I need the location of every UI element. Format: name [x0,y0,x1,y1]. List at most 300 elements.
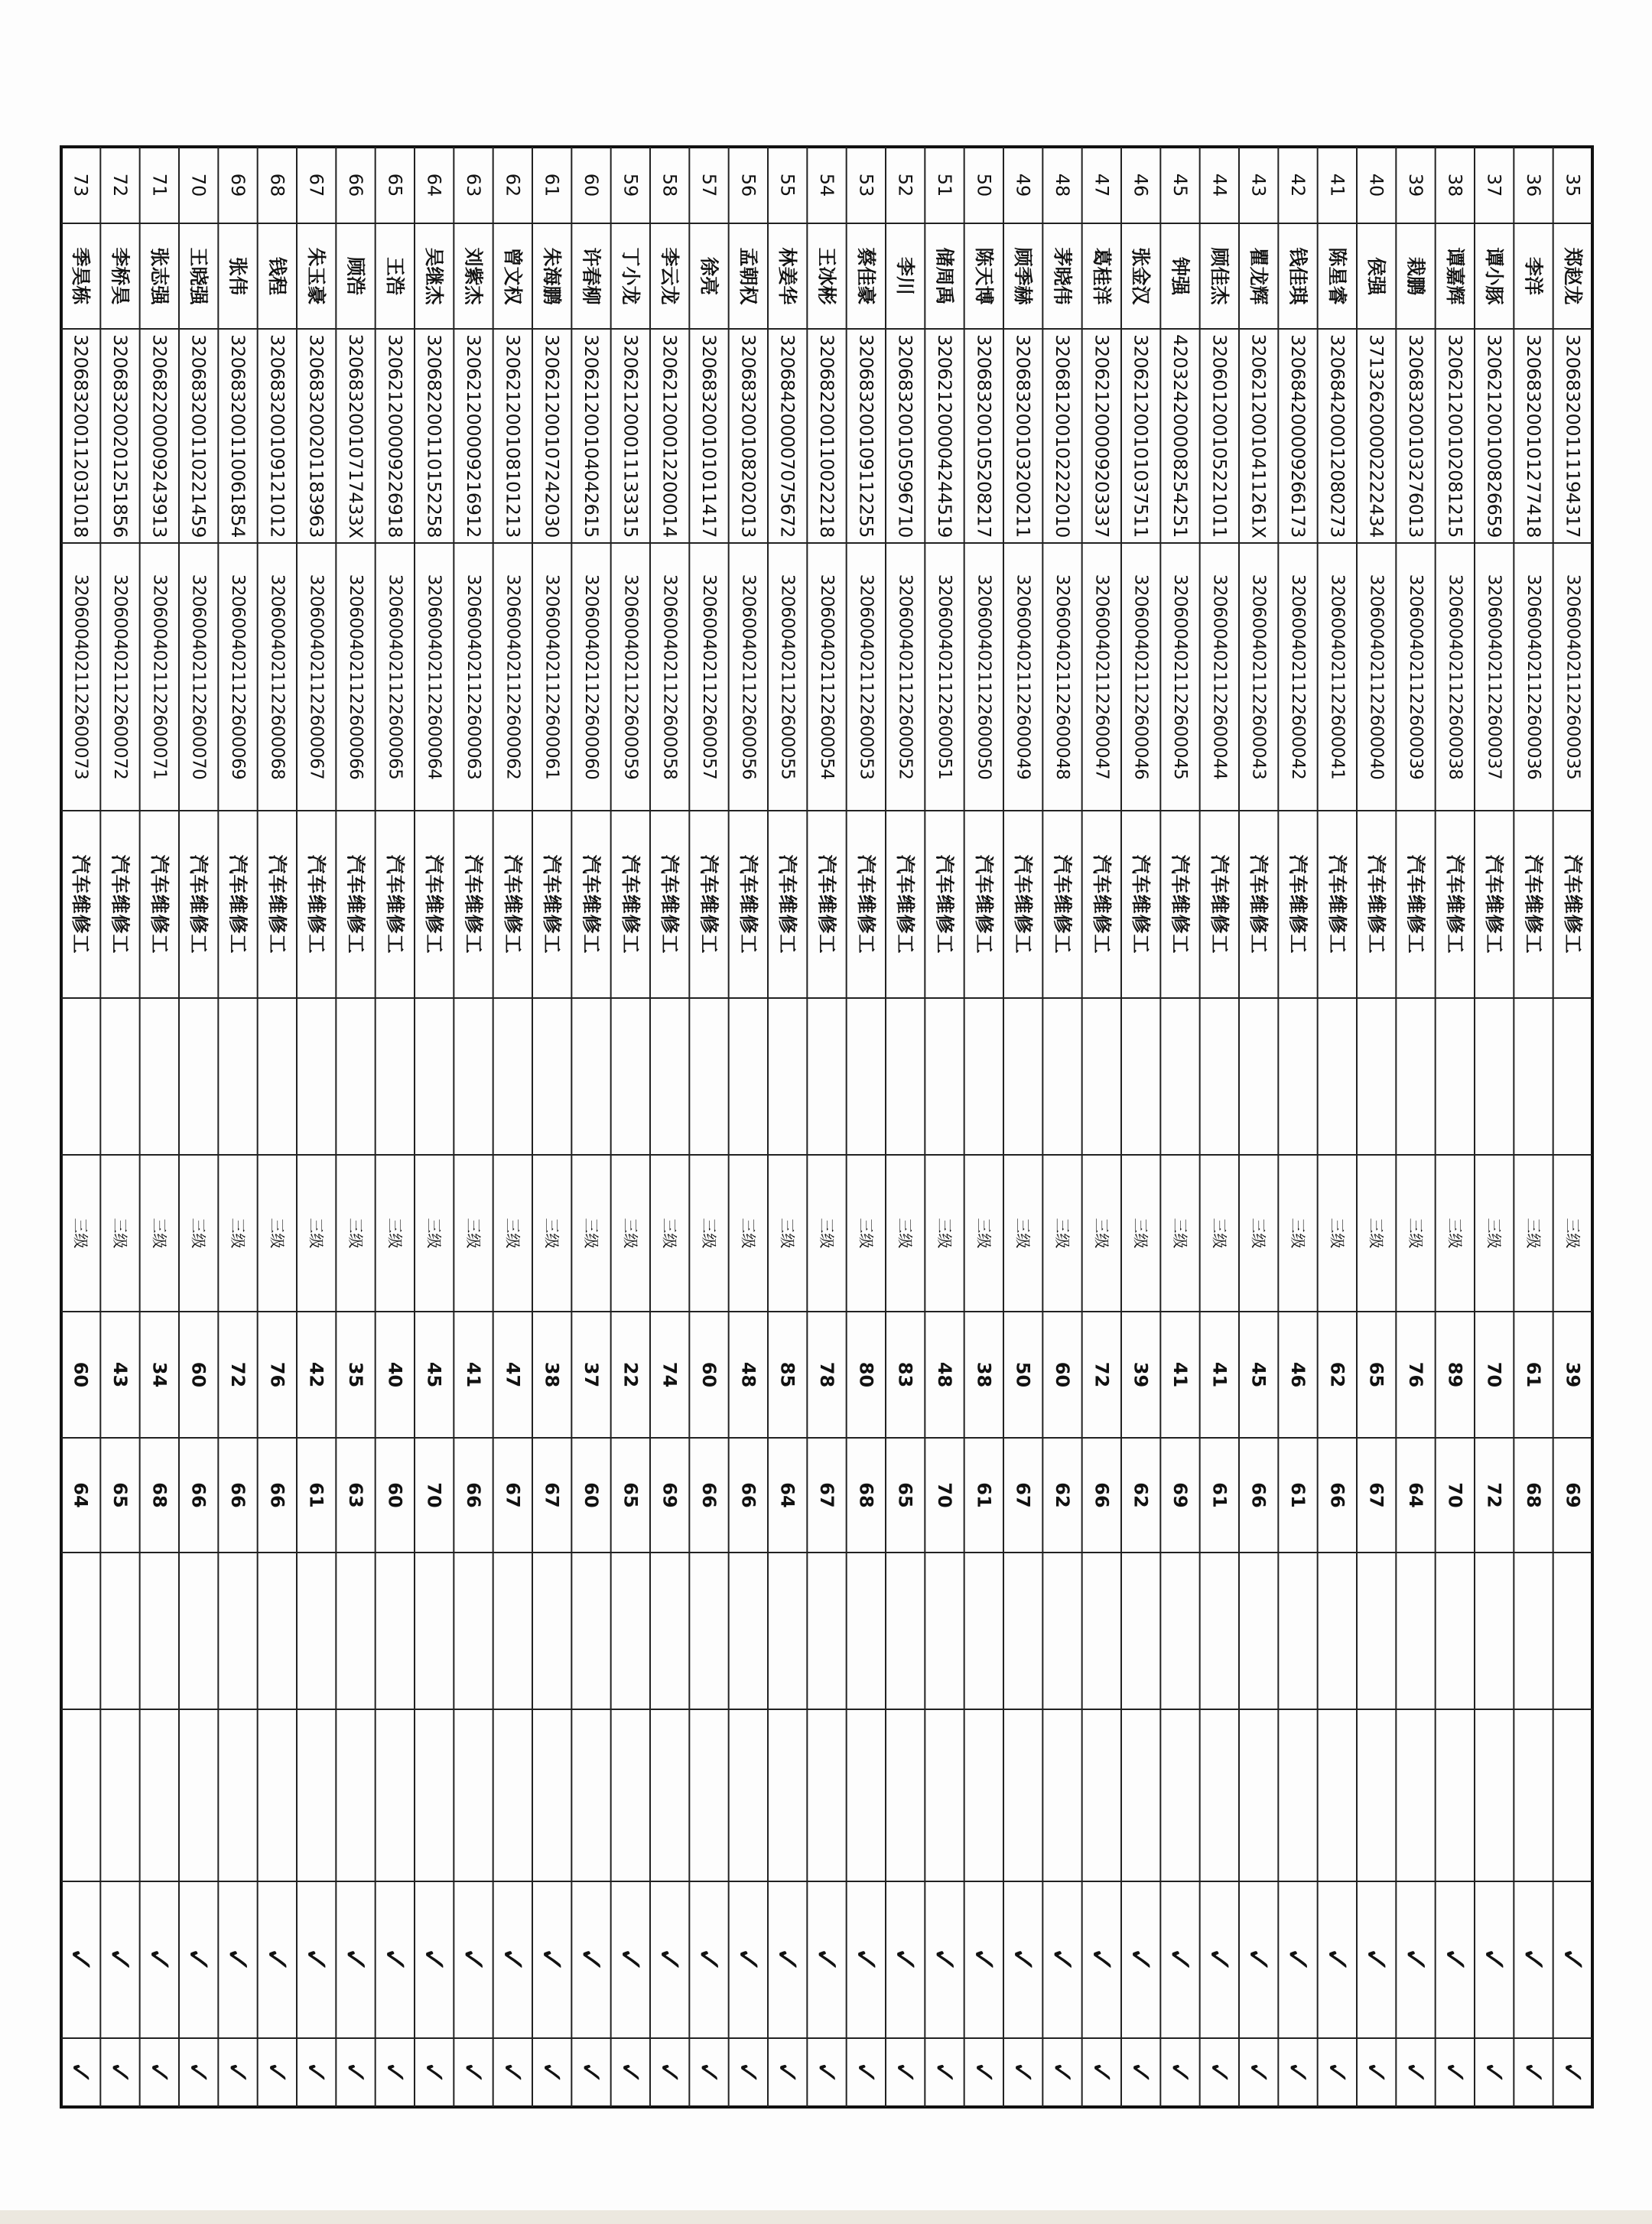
table-row [808,174,846,2085]
trainee-name: 孟朝权 [737,247,759,305]
certificate-number: 3206004021122600067 [306,574,327,780]
check-mark-2: ✓ [574,2060,608,2085]
level-label: 三级 [896,1218,915,1249]
level-label: 三级 [1092,1218,1111,1249]
job-title: 汽车维修工 [580,854,603,954]
trainee-name: 王晓强 [187,247,210,305]
job-title: 汽车维修工 [1286,854,1309,954]
row-number: 49 [1012,173,1034,197]
row-number: 55 [776,173,798,197]
row-number: 51 [934,173,955,197]
check-mark-2: ✓ [1359,2060,1393,2085]
check-mark-2: ✓ [692,2060,726,2085]
practical-score: 67 [541,1482,563,1508]
certificate-number: 3206004021122600037 [1484,574,1504,780]
id-number: 320621200012200014 [659,334,681,538]
practical-score: 65 [620,1482,642,1508]
certificate-number: 3206004021122600044 [1209,574,1230,780]
check-mark-2: ✓ [1281,2060,1315,2085]
trainee-name: 王冰彬 [815,247,838,305]
theory-score: 89 [1444,1361,1466,1388]
level-label: 三级 [1446,1218,1465,1249]
certificate-number: 3206004021122600035 [1563,574,1583,780]
practical-score: 66 [463,1482,484,1508]
certificate-number: 3206004021122600052 [895,574,915,780]
check-mark-2: ✓ [103,2060,137,2085]
check-mark-2: ✓ [1517,2060,1550,2085]
table-row [376,174,414,2085]
job-title: 汽车维修工 [815,854,838,954]
check-mark-2: ✓ [928,2060,961,2085]
check-mark-1: ✓ [769,1946,807,1974]
certificate-number: 3206004021122600050 [974,574,994,780]
id-number: 320621200107242030 [541,334,563,538]
practical-score: 70 [423,1482,445,1508]
theory-score: 46 [1287,1361,1309,1388]
trainee-name: 郑赵龙 [1561,247,1584,305]
job-title: 汽车维修工 [972,854,995,954]
practical-score: 61 [1287,1482,1309,1508]
certificate-number: 3206004021122600039 [1406,574,1426,780]
trainee-name: 李云龙 [659,247,681,305]
trainee-name: 顾浩 [344,256,367,296]
level-label: 三级 [1289,1218,1307,1249]
id-number: 32062120010411261X [1247,333,1270,538]
practical-score: 62 [1052,1482,1073,1508]
table-row [1475,174,1513,2085]
check-mark-2: ✓ [339,2060,372,2085]
theory-score: 72 [227,1361,249,1388]
check-mark-2: ✓ [260,2060,294,2085]
row-number: 69 [227,173,249,197]
id-number: 32068320010717433X [345,333,366,538]
table-row [612,174,649,2085]
theory-score: 48 [737,1361,759,1388]
trainee-name: 顾季赫 [1012,247,1035,305]
certificate-number: 3206004021122600036 [1524,574,1543,780]
check-mark-2: ✓ [221,2060,255,2085]
certificate-number: 3206004021122600062 [502,574,523,780]
level-label: 三级 [1563,1218,1582,1249]
level-label: 三级 [111,1218,129,1249]
table-row [1044,174,1081,2085]
id-number: 320683200112031018 [70,334,92,538]
trainee-name: 蔡佳豪 [854,247,877,305]
table-row [102,174,139,2085]
job-title: 汽车维修工 [1051,854,1074,954]
check-mark-2: ✓ [1477,2060,1511,2085]
theory-score: 40 [384,1361,406,1388]
id-number: 320683200103200211 [1012,334,1034,538]
check-mark-2: ✓ [1438,2060,1472,2085]
table-row [1240,174,1277,2085]
check-mark-2: ✓ [1085,2060,1119,2085]
job-title: 汽车维修工 [1365,854,1388,954]
check-mark-2: ✓ [810,2060,844,2085]
row-number: 50 [973,173,995,197]
check-mark-1: ✓ [1240,1946,1278,1974]
job-title: 汽车维修工 [501,854,524,954]
table-row [1397,174,1435,2085]
trainee-name: 朱海鹏 [541,247,564,305]
practical-score: 66 [1326,1482,1348,1508]
trainee-name: 朱玉豪 [305,247,328,305]
trainee-name: 许春柳 [580,247,603,305]
trainee-name: 钱程 [265,256,288,296]
trainee-name: 林姜华 [776,247,799,305]
id-number: 320683200110221459 [187,334,210,538]
certificate-number: 3206004021122600065 [385,574,405,780]
table-row [1515,174,1553,2085]
check-mark-1: ✓ [1358,1946,1396,1974]
check-mark-1: ✓ [1318,1946,1356,1974]
certificate-number: 3206004021122600059 [620,574,641,780]
row-number: 60 [580,173,602,197]
check-mark-2: ✓ [888,2060,922,2085]
check-mark-1: ✓ [376,1946,414,1974]
check-mark-1: ✓ [1553,1946,1592,1974]
check-mark-1: ✓ [886,1946,925,1974]
level-label: 三级 [621,1218,640,1249]
trainee-name: 钱佳琪 [1286,247,1309,305]
check-mark-1: ✓ [1279,1946,1317,1974]
check-mark-1: ✓ [337,1946,375,1974]
trainee-name: 谭嘉辉 [1443,247,1466,305]
check-mark-1: ✓ [690,1946,728,1974]
table-row [1554,174,1592,2085]
trainee-name: 侯强 [1365,256,1388,296]
theory-score: 60 [70,1361,92,1388]
id-number: 320683200109112255 [855,334,877,538]
level-label: 三级 [1210,1218,1229,1249]
table-row [1004,174,1042,2085]
id-number: 320621200009226918 [384,334,406,538]
row-number: 38 [1444,173,1466,197]
level-label: 三级 [1328,1218,1347,1249]
table-row [259,174,296,2085]
theory-score: 83 [894,1361,916,1388]
table-row [1319,174,1356,2085]
table-row [1280,174,1317,2085]
level-label: 三级 [1485,1218,1504,1249]
practical-score: 66 [266,1482,288,1508]
check-mark-1: ✓ [1514,1946,1553,1974]
id-number: 320683200201183963 [305,334,327,538]
row-number: 53 [855,173,877,197]
level-label: 三级 [424,1218,444,1249]
row-number: 43 [1247,173,1270,197]
level-label: 三级 [464,1218,483,1249]
level-label: 三级 [268,1218,287,1249]
job-title: 汽车维修工 [109,854,132,954]
id-number: 320621200004244519 [934,334,955,538]
certificate-number: 3206004021122600048 [1052,574,1072,780]
job-title: 汽车维修工 [1012,854,1035,954]
table-row [1122,174,1159,2085]
id-number: 320621200009216912 [463,334,484,538]
certificate-number: 3206004021122600054 [817,574,837,780]
trainee-name: 谭小豚 [1483,247,1506,305]
check-mark-2: ✓ [457,2060,490,2085]
job-title: 汽车维修工 [619,854,642,954]
check-mark-2: ✓ [613,2060,648,2085]
practical-score: 64 [776,1482,798,1508]
job-title: 汽车维修工 [894,854,917,954]
certificate-number: 3206004021122600061 [541,574,562,780]
check-mark-1: ✓ [415,1946,454,1974]
table-cells [62,174,1592,2085]
theory-score: 41 [1169,1361,1191,1388]
row-number: 47 [1091,173,1113,197]
level-label: 三级 [1171,1218,1189,1249]
level-label: 三级 [307,1218,326,1249]
trainee-name: 陈天博 [972,247,995,305]
check-mark-2: ✓ [1124,2060,1158,2085]
check-mark-1: ✓ [258,1946,296,1974]
certificate-number: 3206004021122600046 [1130,574,1151,780]
check-mark-1: ✓ [1161,1946,1199,1974]
theory-score: 38 [541,1361,563,1388]
job-title: 汽车维修工 [659,854,681,954]
table-row [926,174,964,2085]
certificate-number: 3206004021122600060 [581,574,601,780]
id-number: 320621200100826659 [1483,334,1505,538]
practical-score: 60 [384,1482,406,1508]
certificate-number: 3206004021122600055 [777,574,798,780]
row-number: 70 [187,173,210,197]
id-number: 320683200101277418 [1523,334,1544,538]
certificate-number: 3206004021122600057 [699,574,719,780]
level-label: 三级 [1131,1218,1150,1249]
id-number: 320683200201251856 [109,334,131,538]
certificate-number: 3206004021122600070 [188,574,209,780]
check-mark-1: ✓ [1004,1946,1042,1974]
trainee-name: 茅晓伟 [1051,247,1074,305]
job-title: 汽车维修工 [1090,854,1113,954]
practical-score: 67 [816,1482,837,1508]
trainee-name: 储周禹 [933,247,956,305]
id-number: 320683200105208217 [973,334,995,538]
table-row [533,174,571,2085]
row-number: 65 [384,173,406,197]
job-title: 汽车维修工 [1483,854,1506,954]
certificate-number: 3206004021122600040 [1366,574,1387,780]
check-mark-2: ✓ [496,2060,530,2085]
table-row [730,174,767,2085]
id-number: 320681200102222010 [1052,334,1073,538]
certificate-number: 3206004021122600038 [1445,574,1465,780]
certificate-number: 3206004021122600064 [424,574,444,780]
level-label: 三级 [229,1218,247,1249]
practical-score: 72 [1483,1482,1505,1508]
job-title: 汽车维修工 [265,854,288,954]
job-title: 汽车维修工 [1130,854,1153,954]
theory-score: 74 [659,1361,681,1388]
id-number: 320684200007075672 [776,334,798,538]
practical-score: 69 [659,1482,681,1508]
id-number: 320683200108202013 [737,334,759,538]
level-label: 三级 [1367,1218,1386,1249]
level-label: 三级 [1406,1218,1425,1249]
job-title: 汽车维修工 [1247,854,1270,954]
trainee-name: 李桥昊 [109,247,132,305]
table-row [62,174,99,2085]
practical-score: 68 [855,1482,877,1508]
theory-score: 61 [1523,1361,1544,1388]
level-label: 三级 [818,1218,836,1249]
practical-score: 67 [1012,1482,1034,1508]
level-label: 三级 [660,1218,679,1249]
practical-score: 67 [1365,1482,1387,1508]
id-number: 320683200109121012 [266,334,288,538]
job-title: 汽车维修工 [776,854,799,954]
certificate-number: 3206004021122600049 [1013,574,1033,780]
theory-score: 72 [1091,1361,1113,1388]
row-number: 67 [305,173,327,197]
job-title: 汽车维修工 [462,854,485,954]
check-mark-1: ✓ [1122,1946,1160,1974]
level-label: 三级 [1053,1218,1072,1249]
check-mark-1: ✓ [533,1946,571,1974]
check-mark-2: ✓ [535,2060,569,2085]
job-title: 汽车维修工 [383,854,406,954]
theory-score: 85 [776,1361,798,1388]
level-label: 三级 [582,1218,600,1249]
trainee-name: 李川 [894,256,917,296]
id-number: 320683200110061854 [227,334,249,538]
check-mark-1: ✓ [493,1946,532,1974]
id-number: 320621200101037511 [1130,334,1152,538]
check-mark-2: ✓ [1320,2060,1354,2085]
trainee-name: 瞿龙辉 [1247,247,1270,305]
table-row [651,174,688,2085]
trainee-name: 刘紫杰 [462,247,485,305]
table-row [220,174,257,2085]
level-label: 三级 [542,1218,561,1249]
check-mark-1: ✓ [925,1946,964,1974]
table-row [573,174,610,2085]
theory-score: 22 [620,1361,642,1388]
table-row [1201,174,1238,2085]
level-label: 三级 [503,1218,522,1249]
practical-score: 66 [1091,1482,1113,1508]
level-label: 三级 [1524,1218,1543,1249]
theory-score: 62 [1326,1361,1348,1388]
check-mark-2: ✓ [652,2060,687,2085]
row-number: 64 [423,173,445,197]
check-mark-2: ✓ [1046,2060,1079,2085]
theory-score: 76 [266,1361,288,1388]
check-mark-2: ✓ [181,2060,216,2085]
row-number: 56 [737,173,759,197]
id-number: 320682200009243913 [148,334,171,538]
row-number: 73 [70,173,92,197]
theory-score: 41 [463,1361,484,1388]
table-row [1162,174,1199,2085]
id-number: 420324200008254251 [1169,334,1191,538]
check-mark-2: ✓ [1006,2060,1040,2085]
practical-score: 64 [1405,1482,1426,1508]
theory-score: 45 [1247,1361,1270,1388]
job-title: 汽车维修工 [1404,854,1427,954]
trainee-name: 顾佳杰 [1208,247,1231,305]
practical-score: 68 [148,1482,171,1508]
check-mark-1: ✓ [180,1946,218,1974]
id-number: 320621200104042615 [580,334,602,538]
certificate-number: 3206004021122600051 [935,574,954,780]
trainee-name: 丁小龙 [619,247,642,305]
theory-score: 78 [816,1361,837,1388]
level-label: 三级 [385,1218,405,1249]
check-mark-1: ✓ [454,1946,493,1974]
theory-score: 41 [1208,1361,1231,1388]
job-title: 汽车维修工 [1561,854,1584,954]
job-title: 汽车维修工 [1169,854,1192,954]
row-number: 59 [620,173,642,197]
practical-score: 60 [580,1482,602,1508]
check-mark-2: ✓ [1202,2060,1237,2085]
check-mark-1: ✓ [572,1946,610,1974]
row-number: 52 [894,173,916,197]
job-title: 汽车维修工 [226,854,249,954]
row-number: 41 [1326,173,1348,197]
job-title: 汽车维修工 [344,854,367,954]
job-title: 汽车维修工 [1443,854,1466,954]
row-number: 44 [1208,173,1231,197]
trainee-name: 葛桂洋 [1090,247,1113,305]
check-mark-2: ✓ [849,2060,883,2085]
theory-score: 43 [109,1361,131,1388]
id-number: 320621200102081215 [1444,334,1466,538]
check-mark-2: ✓ [967,2060,1001,2085]
table-row [886,174,924,2085]
trainee-name: 季昊栋 [70,247,93,305]
check-mark-2: ✓ [417,2060,451,2085]
row-number: 42 [1287,173,1309,197]
id-number: 320621200108101213 [502,334,524,538]
certificate-number: 3206004021122600045 [1170,574,1190,780]
table-row [847,174,885,2085]
row-number: 57 [698,173,720,197]
job-title: 汽车维修工 [305,854,328,954]
id-number: 320683200103276013 [1405,334,1426,538]
trainee-name: 栽鹏 [1404,256,1427,296]
practical-score: 62 [1130,1482,1152,1508]
level-label: 三级 [974,1218,993,1249]
trainee-name: 张金汉 [1130,247,1153,305]
check-mark-2: ✓ [770,2060,805,2085]
trainee-name: 张伟 [226,256,249,296]
theory-score: 70 [1483,1361,1505,1388]
level-label: 三级 [150,1218,169,1249]
row-number: 45 [1169,173,1191,197]
check-mark-2: ✓ [1163,2060,1197,2085]
id-number: 320601200105221011 [1208,334,1231,538]
table-row [1083,174,1120,2085]
practical-score: 63 [345,1482,366,1508]
check-mark-2: ✓ [731,2060,766,2085]
id-number: 320621200009203337 [1091,334,1113,538]
row-number: 35 [1562,173,1584,197]
theory-score: 60 [698,1361,720,1388]
trainee-name: 钟强 [1169,256,1192,296]
row-number: 46 [1130,173,1152,197]
certificate-number: 3206004021122600053 [856,574,876,780]
theory-score: 45 [423,1361,445,1388]
check-mark-1: ✓ [1397,1946,1435,1974]
check-mark-2: ✓ [63,2060,98,2085]
row-number: 58 [659,173,681,197]
